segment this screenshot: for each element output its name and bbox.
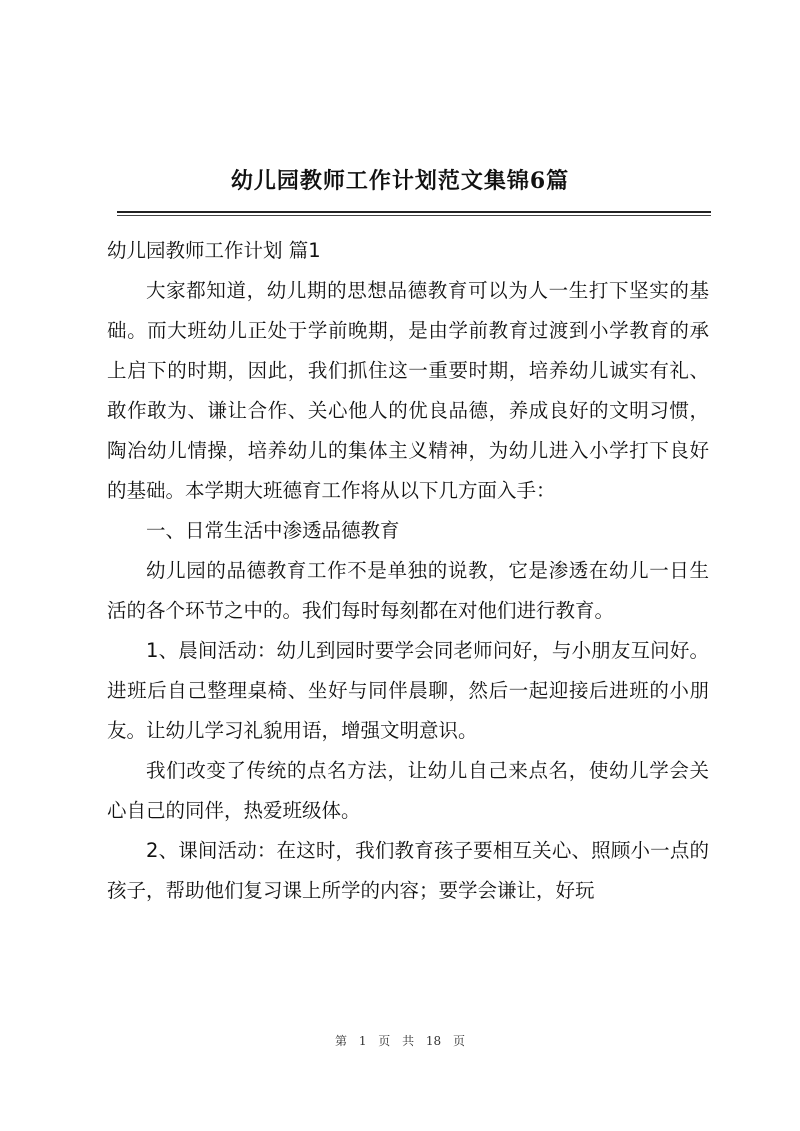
title-divider-thick [117,211,711,213]
document-title: 幼儿园教师工作计划范文集锦6篇 [230,168,570,194]
paragraph-intro: 大家都知道，幼儿期的思想品德教育可以为人一生打下坚实的基础。而大班幼儿正处于学前晚期，是由学前教育过渡到小学教育的承上启下的时期，因此，我们抓住这一重要时期，培养幼儿诚实有礼、敢作敢为、谦让合作、关心他人的优良品德，养成良好的文明习惯，陶冶幼儿情操，培养幼儿的集体主义精神，为幼儿进入小学打下良好的基础。本学期大班德育工作将从以下几方面入手： [107,279,709,502]
subheading-daily-life: 一、日常生活中渗透品德教育 [146,519,400,542]
document-body [107,231,709,911]
paragraph-break-activity: 2、课间活动：在这时，我们教育孩子要相互关心、照顾小一点的孩子，帮助他们复习课上所学的内容；要学会谦让，好玩 [107,839,709,902]
section-heading: 幼儿园教师工作计划 篇1 [107,239,321,262]
paragraph-moral-education: 幼儿园的品德教育工作不是单独的说教，它是渗透在幼儿一日生活的各个环节之中的。我们每时每刻都在对他们进行教育。 [107,559,709,622]
paragraph-roll-call: 我们改变了传统的点名方法，让幼儿自己来点名，使幼儿学会关心自己的同伴，热爱班级体。 [107,759,709,822]
page-number-footer: 第 1 页 共 18 页 [335,1034,465,1048]
paragraph-morning-activity: 1、晨间活动：幼儿到园时要学会同老师问好，与小朋友互问好。进班后自己整理桌椅、坐好与同伴晨聊，然后一起迎接后进班的小朋友。让幼儿学习礼貌用语，增强文明意识。 [107,639,709,742]
title-divider-thin [117,215,711,216]
